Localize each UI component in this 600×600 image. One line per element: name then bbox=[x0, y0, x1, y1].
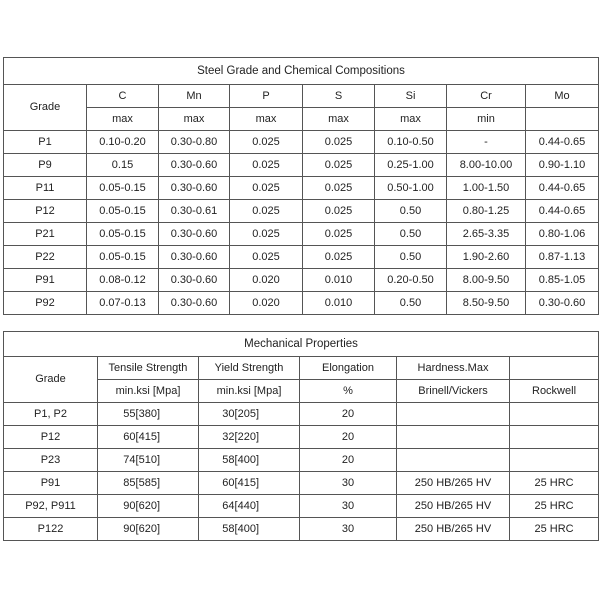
mech-unit-header: min.ksi [Mpa] bbox=[98, 380, 199, 403]
mech-table-title: Mechanical Properties bbox=[4, 332, 599, 357]
value-cell: 0.30-0.60 bbox=[159, 177, 230, 200]
value-cell: 0.50-1.00 bbox=[375, 177, 447, 200]
value-cell: 0.025 bbox=[303, 154, 375, 177]
grade-cell: P21 bbox=[4, 223, 87, 246]
table-row bbox=[4, 292, 599, 315]
value-cell: 0.30-0.60 bbox=[159, 246, 230, 269]
value-cell: 20 bbox=[300, 426, 397, 449]
value-cell: 0.44-0.65 bbox=[526, 177, 599, 200]
value-cell: 0.05-0.15 bbox=[87, 246, 159, 269]
mech-property-header: Tensile Strength bbox=[98, 357, 199, 380]
mech-unit-header: Brinell/Vickers bbox=[397, 380, 510, 403]
value-cell: 0.025 bbox=[303, 177, 375, 200]
value-cell: 8.00-9.50 bbox=[447, 269, 526, 292]
value-cell: 8.50-9.50 bbox=[447, 292, 526, 315]
chemical-composition-table bbox=[3, 57, 599, 315]
grade-cell: P91 bbox=[4, 472, 98, 495]
value-cell: 0.30-0.80 bbox=[159, 131, 230, 154]
chem-element-header: Cr bbox=[447, 85, 526, 108]
chem-limit-row bbox=[4, 108, 599, 131]
value-cell: 0.44-0.65 bbox=[526, 131, 599, 154]
grade-cell: P9 bbox=[4, 154, 87, 177]
table-row bbox=[4, 269, 599, 292]
value-cell: 25 HRC bbox=[510, 495, 599, 518]
mech-property-header: Hardness.Max bbox=[397, 357, 510, 380]
grade-cell: P1, P2 bbox=[4, 403, 98, 426]
grade-cell: P12 bbox=[4, 426, 98, 449]
grade-cell: P92, P911 bbox=[4, 495, 98, 518]
table-row bbox=[4, 200, 599, 223]
value-cell: 20 bbox=[300, 449, 397, 472]
chem-element-header: Si bbox=[375, 85, 447, 108]
chem-element-header: C bbox=[87, 85, 159, 108]
table-row bbox=[4, 472, 599, 495]
value-cell: 0.020 bbox=[230, 292, 303, 315]
chem-element-header: Mo bbox=[526, 85, 599, 108]
value-cell: 0.025 bbox=[303, 223, 375, 246]
value-cell: 1.00-1.50 bbox=[447, 177, 526, 200]
chem-element-header: Mn bbox=[159, 85, 230, 108]
value-cell: 0.10-0.50 bbox=[375, 131, 447, 154]
table-row bbox=[4, 177, 599, 200]
table-row bbox=[4, 426, 599, 449]
value-cell: 0.30-0.60 bbox=[159, 269, 230, 292]
value-cell: 0.30-0.61 bbox=[159, 200, 230, 223]
value-cell: 0.020 bbox=[230, 269, 303, 292]
grade-cell: P122 bbox=[4, 518, 98, 541]
value-cell bbox=[397, 449, 510, 472]
chem-header-row bbox=[4, 85, 599, 108]
value-cell: 0.07-0.13 bbox=[87, 292, 159, 315]
chem-limit-header: max bbox=[303, 108, 375, 131]
value-cell: 8.00-10.00 bbox=[447, 154, 526, 177]
value-cell: 58[400] bbox=[199, 518, 300, 541]
chem-limit-header: max bbox=[87, 108, 159, 131]
value-cell: 0.025 bbox=[230, 223, 303, 246]
value-cell: 30[205] bbox=[199, 403, 300, 426]
value-cell: 0.05-0.15 bbox=[87, 177, 159, 200]
mech-header-row bbox=[4, 357, 599, 380]
value-cell: 60[415] bbox=[199, 472, 300, 495]
value-cell: 0.025 bbox=[230, 154, 303, 177]
chem-element-header: S bbox=[303, 85, 375, 108]
value-cell: 30 bbox=[300, 472, 397, 495]
value-cell: 0.025 bbox=[230, 131, 303, 154]
value-cell: 0.50 bbox=[375, 292, 447, 315]
grade-cell: P22 bbox=[4, 246, 87, 269]
value-cell: 25 HRC bbox=[510, 518, 599, 541]
value-cell: 90[620] bbox=[98, 495, 199, 518]
value-cell: 0.30-0.60 bbox=[526, 292, 599, 315]
value-cell: 20 bbox=[300, 403, 397, 426]
value-cell: 0.025 bbox=[303, 246, 375, 269]
value-cell bbox=[510, 426, 599, 449]
value-cell: 0.87-1.13 bbox=[526, 246, 599, 269]
value-cell: 25 HRC bbox=[510, 472, 599, 495]
value-cell: 0.44-0.65 bbox=[526, 200, 599, 223]
value-cell: 0.05-0.15 bbox=[87, 223, 159, 246]
chem-grade-header: Grade bbox=[4, 85, 87, 131]
value-cell bbox=[397, 426, 510, 449]
value-cell: 0.30-0.60 bbox=[159, 292, 230, 315]
chem-limit-header: max bbox=[230, 108, 303, 131]
value-cell: 0.025 bbox=[303, 131, 375, 154]
value-cell: 0.08-0.12 bbox=[87, 269, 159, 292]
value-cell: 0.010 bbox=[303, 292, 375, 315]
grade-cell: P91 bbox=[4, 269, 87, 292]
table-row bbox=[4, 449, 599, 472]
chem-element-header: P bbox=[230, 85, 303, 108]
table-row bbox=[4, 223, 599, 246]
table-row bbox=[4, 518, 599, 541]
mech-unit-header: min.ksi [Mpa] bbox=[199, 380, 300, 403]
value-cell: 0.50 bbox=[375, 223, 447, 246]
value-cell bbox=[510, 449, 599, 472]
value-cell: 32[220] bbox=[199, 426, 300, 449]
chem-limit-header: min bbox=[447, 108, 526, 131]
table-row bbox=[4, 403, 599, 426]
value-cell: 1.90-2.60 bbox=[447, 246, 526, 269]
value-cell: 58[400] bbox=[199, 449, 300, 472]
chem-limit-header: max bbox=[375, 108, 447, 131]
value-cell: 0.025 bbox=[303, 200, 375, 223]
value-cell: 0.80-1.25 bbox=[447, 200, 526, 223]
value-cell: 250 HB/265 HV bbox=[397, 472, 510, 495]
mech-grade-header: Grade bbox=[4, 357, 98, 403]
value-cell: 90[620] bbox=[98, 518, 199, 541]
value-cell: 60[415] bbox=[98, 426, 199, 449]
value-cell: 0.50 bbox=[375, 200, 447, 223]
mechanical-properties-table bbox=[3, 331, 599, 541]
table-row bbox=[4, 131, 599, 154]
table-row bbox=[4, 154, 599, 177]
value-cell: 250 HB/265 HV bbox=[397, 518, 510, 541]
chem-limit-header: max bbox=[159, 108, 230, 131]
value-cell: 0.05-0.15 bbox=[87, 200, 159, 223]
table-row bbox=[4, 495, 599, 518]
grade-cell: P23 bbox=[4, 449, 98, 472]
value-cell: 0.025 bbox=[230, 246, 303, 269]
table-row bbox=[4, 246, 599, 269]
chem-table-title: Steel Grade and Chemical Compositions bbox=[4, 58, 599, 85]
value-cell: 0.30-0.60 bbox=[159, 223, 230, 246]
value-cell: - bbox=[447, 131, 526, 154]
value-cell bbox=[397, 403, 510, 426]
grade-cell: P1 bbox=[4, 131, 87, 154]
mech-property-header bbox=[510, 357, 599, 380]
value-cell: 0.20-0.50 bbox=[375, 269, 447, 292]
value-cell bbox=[510, 403, 599, 426]
chem-limit-header bbox=[526, 108, 599, 131]
value-cell: 0.010 bbox=[303, 269, 375, 292]
mech-unit-header: Rockwell bbox=[510, 380, 599, 403]
value-cell: 0.025 bbox=[230, 200, 303, 223]
mech-unit-header: % bbox=[300, 380, 397, 403]
mech-title-row bbox=[4, 332, 599, 357]
value-cell: 0.025 bbox=[230, 177, 303, 200]
value-cell: 55[380] bbox=[98, 403, 199, 426]
value-cell: 0.25-1.00 bbox=[375, 154, 447, 177]
value-cell: 0.15 bbox=[87, 154, 159, 177]
value-cell: 74[510] bbox=[98, 449, 199, 472]
grade-cell: P11 bbox=[4, 177, 87, 200]
value-cell: 0.30-0.60 bbox=[159, 154, 230, 177]
value-cell: 30 bbox=[300, 495, 397, 518]
mech-property-header: Elongation bbox=[300, 357, 397, 380]
chem-title-row bbox=[4, 58, 599, 85]
value-cell: 0.85-1.05 bbox=[526, 269, 599, 292]
value-cell: 0.90-1.10 bbox=[526, 154, 599, 177]
grade-cell: P12 bbox=[4, 200, 87, 223]
value-cell: 64[440] bbox=[199, 495, 300, 518]
grade-cell: P92 bbox=[4, 292, 87, 315]
value-cell: 250 HB/265 HV bbox=[397, 495, 510, 518]
value-cell: 30 bbox=[300, 518, 397, 541]
value-cell: 0.50 bbox=[375, 246, 447, 269]
value-cell: 0.80-1.06 bbox=[526, 223, 599, 246]
value-cell: 85[585] bbox=[98, 472, 199, 495]
value-cell: 0.10-0.20 bbox=[87, 131, 159, 154]
mech-property-header: Yield Strength bbox=[199, 357, 300, 380]
value-cell: 2.65-3.35 bbox=[447, 223, 526, 246]
